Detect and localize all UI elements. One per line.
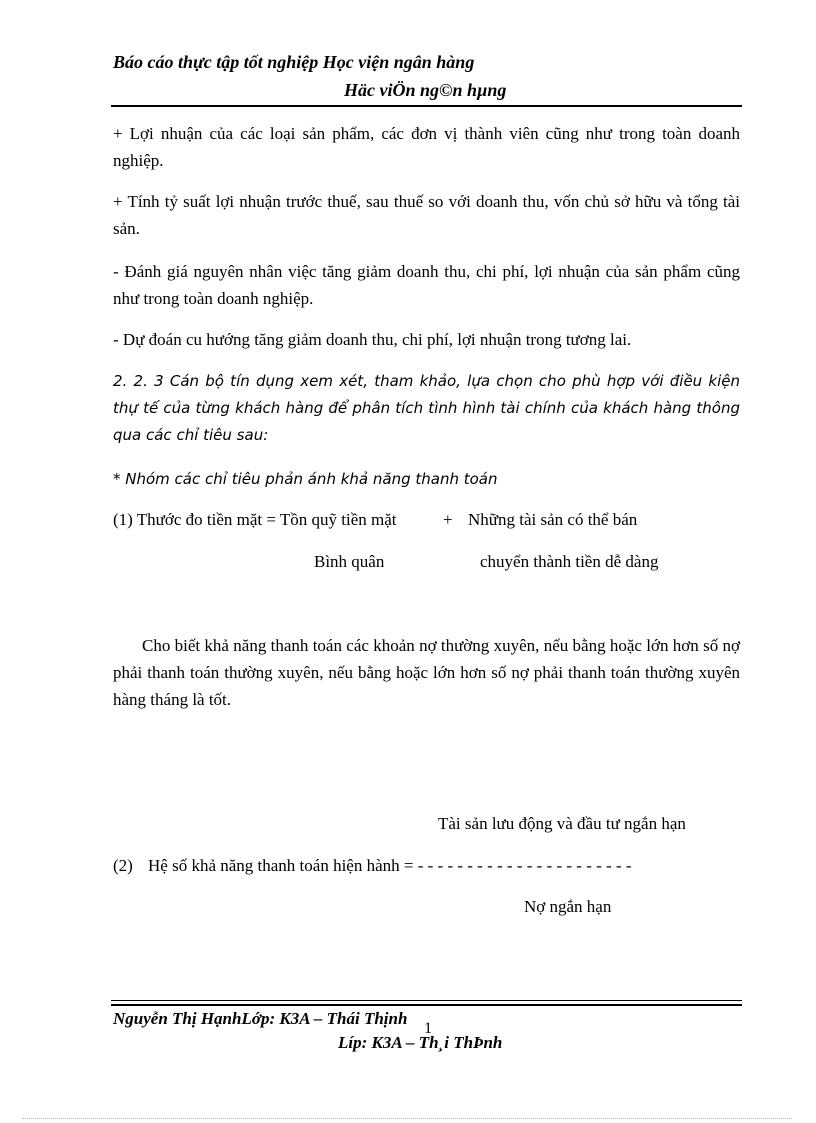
formula-2-number: (2) xyxy=(113,856,133,875)
paragraph-profit-products: + Lợi nhuận của các loại sản phẩm, các đơn vị thành viên cũng như trong toàn doanh nghiệp. xyxy=(113,124,740,170)
formula-2-denominator: Nợ ngắn hạn xyxy=(524,897,612,916)
header-title: Báo cáo thực tập tốt nghiệp Học viện ngân hàng xyxy=(113,52,475,72)
paragraph-explanation: Cho biết khả năng thanh toán các khoản nợ thường xuyên, nếu bằng hoặc lớn hơn số nợ phải thanh toán thường xuyên, nếu bằng hoặc lớn hơn số nợ phải thanh toán thường xuyên hàng tháng là tốt. xyxy=(113,636,740,709)
header-divider xyxy=(111,105,742,107)
paragraph-forecast: - Dự đoán cu hướng tăng giảm doanh thu, chi phí, lợi nhuận trong tương lai. xyxy=(113,330,632,349)
page-number: 1 xyxy=(424,1020,432,1037)
paragraph-evaluate-causes: - Đánh giá nguyên nhân việc tăng giảm doanh thu, chi phí, lợi nhuận của sản phẩm cũng như trong toàn doanh nghiệp. xyxy=(113,262,740,308)
formula-2-numerator: Tài sản lưu động và đầu tư ngắn hạn xyxy=(438,814,686,833)
formula-1-plus: + xyxy=(443,510,453,529)
footer-divider-thick xyxy=(111,1004,742,1006)
footer-class-legacy-encoding: Líp: K3A – Th¸i ThÞnh xyxy=(338,1033,503,1052)
group-heading-liquidity: * Nhóm các chỉ tiêu phản ánh khả năng thanh toán xyxy=(113,470,498,488)
formula-1-right: Những tài sản có thể bán xyxy=(468,510,638,529)
formula-2-label: Hệ số khả năng thanh toán hiện hành = - - - - - - - - - - - - - - - - - - - - - - xyxy=(148,856,632,875)
formula-1-sub-right: chuyển thành tiền dễ dàng xyxy=(480,552,659,571)
footer-author: Nguyễn Thị HạnhLớp: K3A – Thái Thịnh xyxy=(113,1009,408,1028)
header-title-legacy-encoding: Häc viÖn ng©n hµng xyxy=(344,80,507,100)
section-2-2-3: 2. 2. 3 Cán bộ tín dụng xem xét, tham khảo, lựa chọn cho phù hợp với điều kiện thự tế của từng khách hàng để phân tích tình hình tài chính của khách hàng thông qua các chỉ tiêu sau: xyxy=(113,372,740,444)
page-bottom-dotted-line xyxy=(22,1118,792,1119)
footer-divider-thin xyxy=(111,1000,742,1001)
paragraph-profit-ratio: + Tính tỷ suất lợi nhuận trước thuế, sau thuế so với doanh thu, vốn chủ sở hữu và tổng tài sản. xyxy=(113,192,740,238)
formula-1-left: (1) Thước đo tiền mặt = Tồn quỹ tiền mặt xyxy=(113,510,397,529)
formula-1-sub-left: Bình quân xyxy=(314,552,385,571)
